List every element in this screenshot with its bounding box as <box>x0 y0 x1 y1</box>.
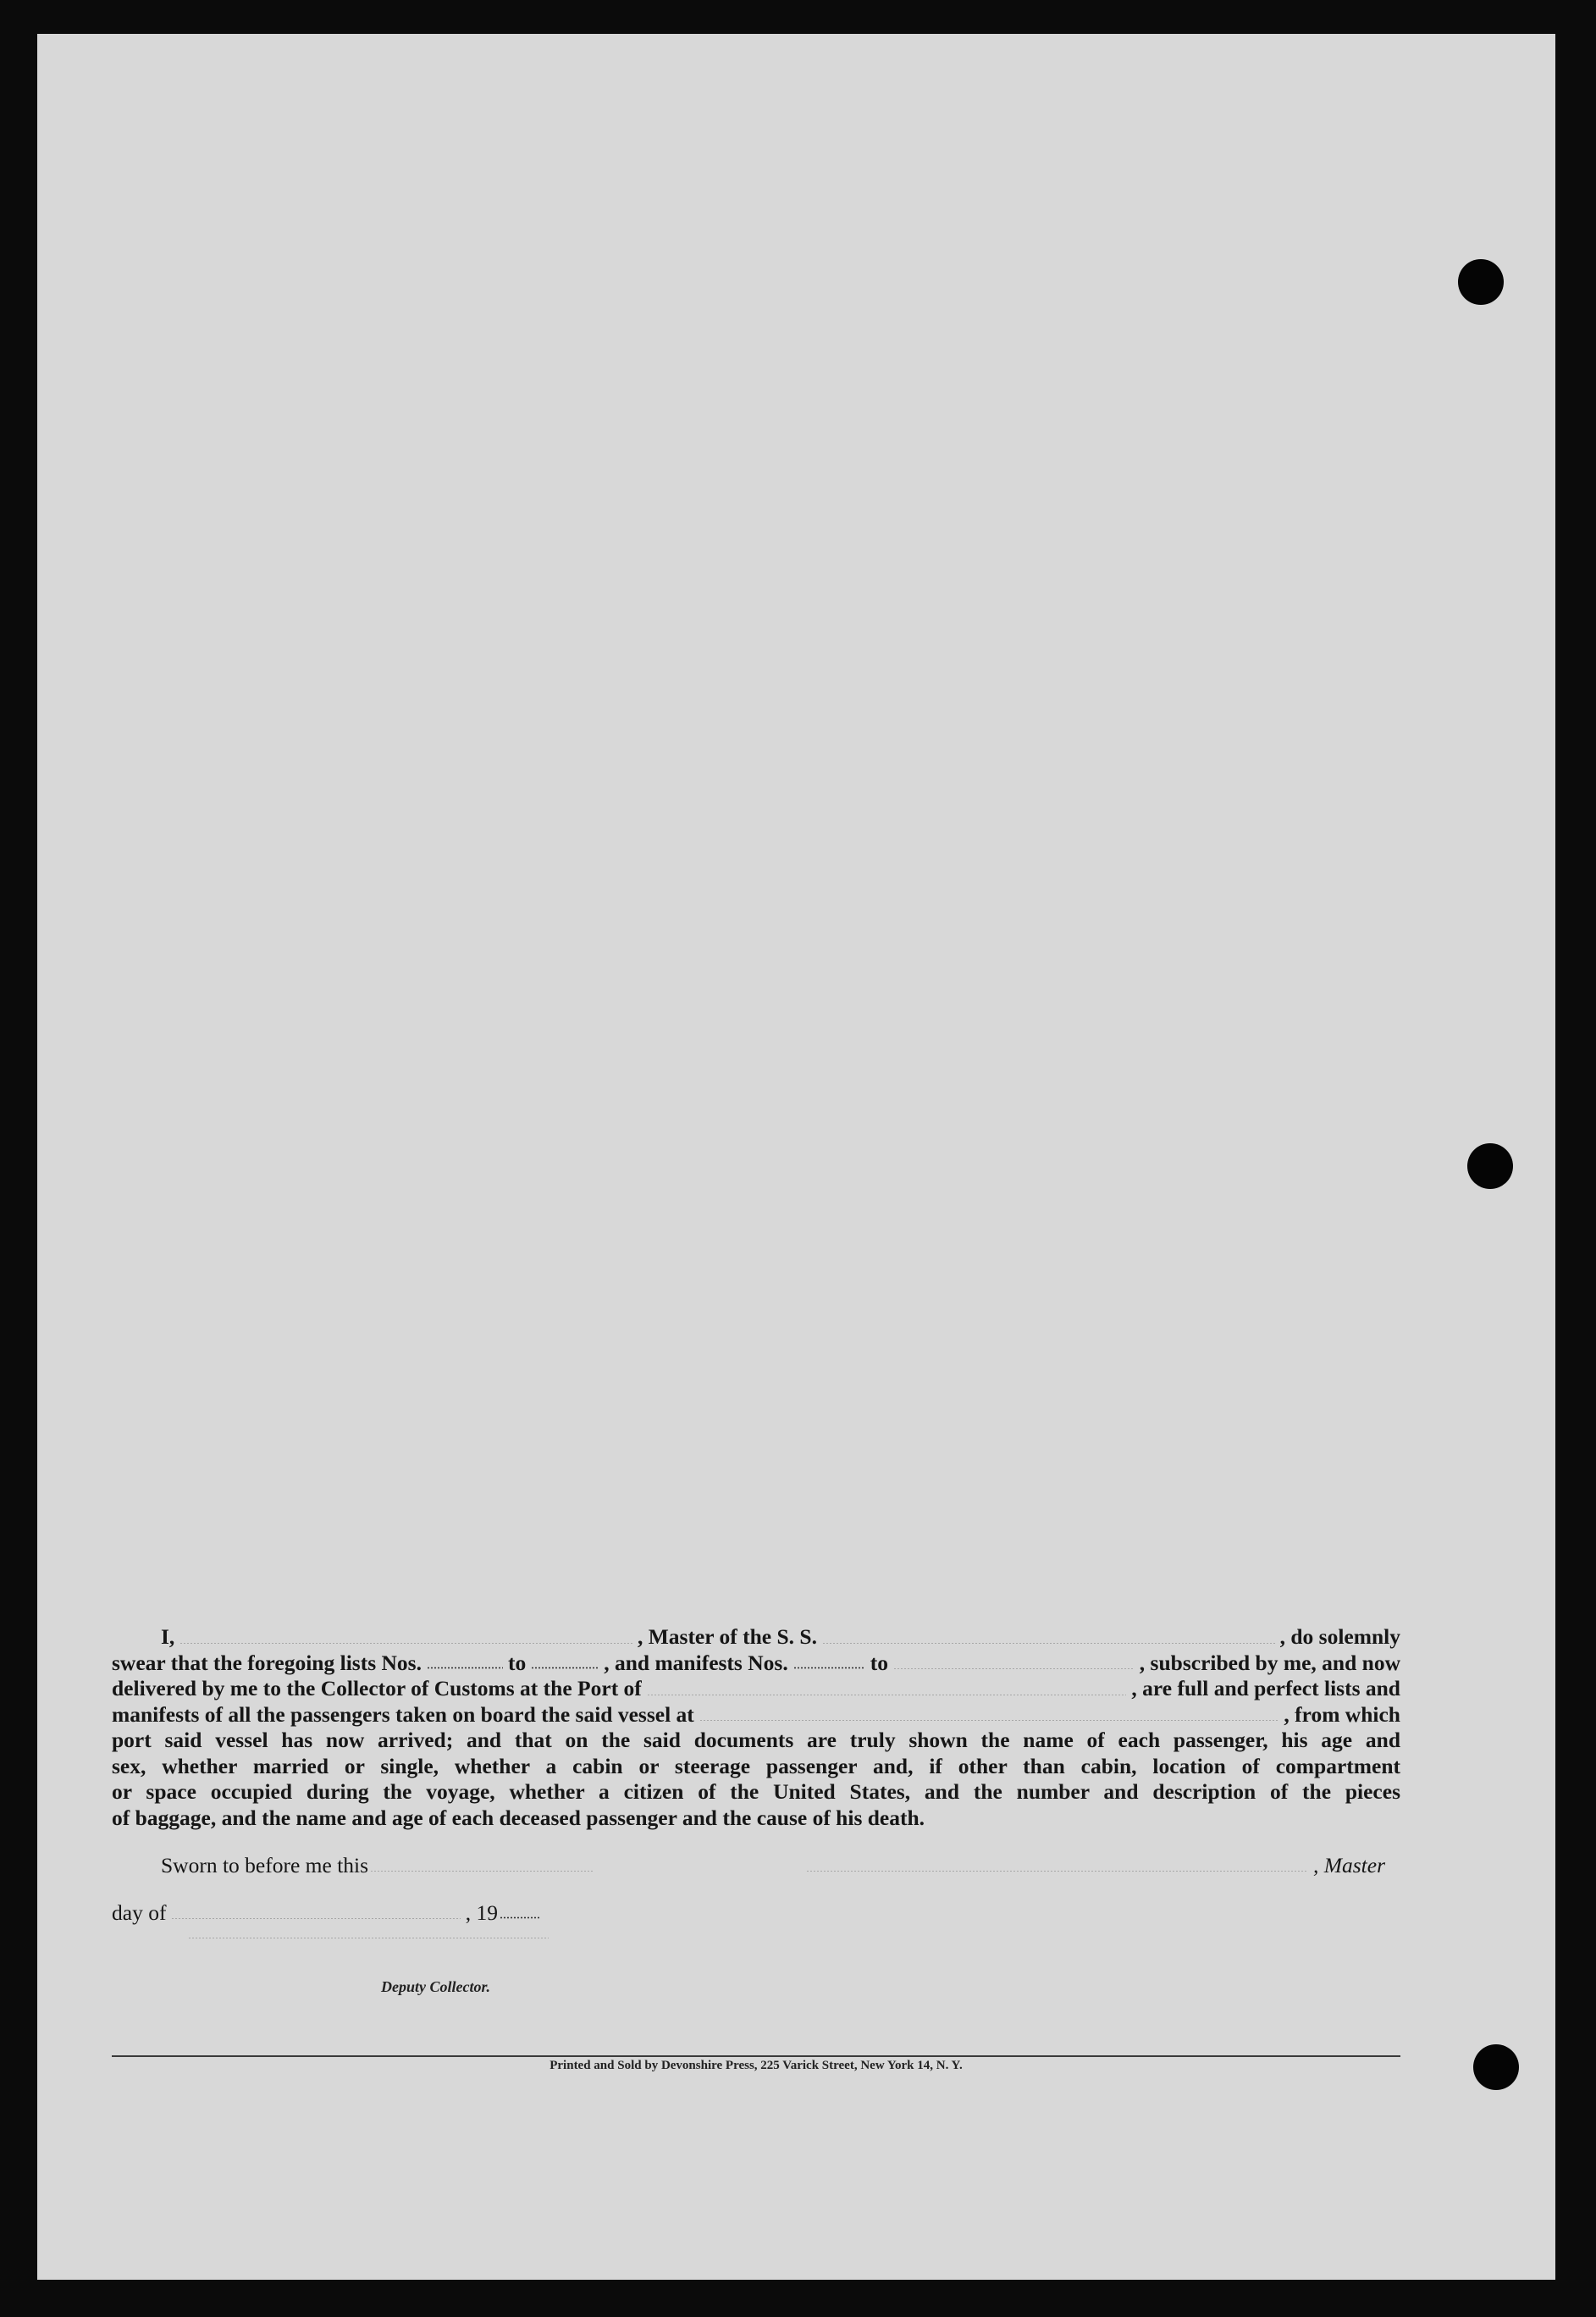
oath-text: to <box>507 1650 527 1675</box>
sworn-label: Sworn to before me this <box>161 1853 369 1877</box>
oath-text: to <box>870 1650 888 1675</box>
master-signature-line <box>801 1853 1385 1878</box>
manifests-to-field[interactable] <box>893 1668 1135 1669</box>
oath-line-3 <box>112 1676 1400 1702</box>
sworn-date-field[interactable] <box>370 1871 593 1872</box>
oath-text: , subscribed by me, and now <box>1139 1650 1400 1675</box>
year-field[interactable] <box>500 1916 540 1919</box>
lists-from-field[interactable] <box>427 1667 503 1669</box>
oath-line-6: sex, whether married or single, whether a cabin or steerage passenger and, if other than cabin, location of compartment <box>112 1753 1400 1778</box>
master-name-field[interactable] <box>179 1643 632 1644</box>
oath-text: , do solemnly <box>1279 1624 1401 1649</box>
punch-hole-bottom <box>1473 2044 1519 2090</box>
printer-imprint: Printed and Sold by Devonshire Press, 225 Varick Street, New York 14, N. Y. <box>549 2059 963 2072</box>
oath-text: , are full and perfect lists and <box>1131 1676 1400 1700</box>
punch-hole-top <box>1458 259 1504 305</box>
deputy-collector-caption: Deputy Collector. <box>381 1978 490 1995</box>
oath-line-8: of baggage, and the name and age of each deceased passenger and the cause of his death. <box>112 1805 925 1830</box>
oath-text: , from which <box>1284 1701 1400 1727</box>
oath-text: swear that the foregoing lists Nos. <box>112 1650 422 1675</box>
deputy-caption-line <box>381 1978 490 1996</box>
sworn-line <box>161 1853 598 1878</box>
oath-line-4 <box>112 1702 1400 1728</box>
oath-line-5: port said vessel has now arrived; and that on the said documents are truly shown the name of each passenger, his age and <box>112 1728 1400 1752</box>
year-label: , 19 <box>465 1900 498 1925</box>
month-field[interactable] <box>171 1918 460 1919</box>
manifests-from-field[interactable] <box>793 1667 865 1669</box>
document-page <box>37 34 1555 2280</box>
footer-divider <box>112 2055 1400 2057</box>
oath-line-7: or space occupied during the voyage, whether a citizen of the United States, and the number and description of the pieces <box>112 1779 1400 1804</box>
day-of-line <box>112 1900 545 1926</box>
master-signature-field[interactable] <box>806 1871 1308 1872</box>
oath-line-2 <box>112 1651 1400 1677</box>
departure-port-field[interactable] <box>699 1720 1279 1721</box>
vessel-name-field[interactable] <box>822 1643 1275 1644</box>
oath-text: , Master of the S. S. <box>637 1624 817 1649</box>
master-label: , Master <box>1313 1853 1385 1877</box>
oath-text: delivered by me to the Collector of Customs at the Port of <box>112 1676 642 1700</box>
lists-to-field[interactable] <box>531 1667 599 1669</box>
punch-hole-middle <box>1467 1143 1513 1189</box>
day-of-label: day of <box>112 1900 167 1925</box>
oath-paragraph <box>112 1624 1400 1831</box>
oath-line-1 <box>112 1624 1400 1651</box>
oath-text: I, <box>161 1624 175 1649</box>
oath-text: , and manifests Nos. <box>604 1650 788 1675</box>
oath-text: manifests of all the passengers taken on board the said vessel at <box>112 1701 694 1727</box>
